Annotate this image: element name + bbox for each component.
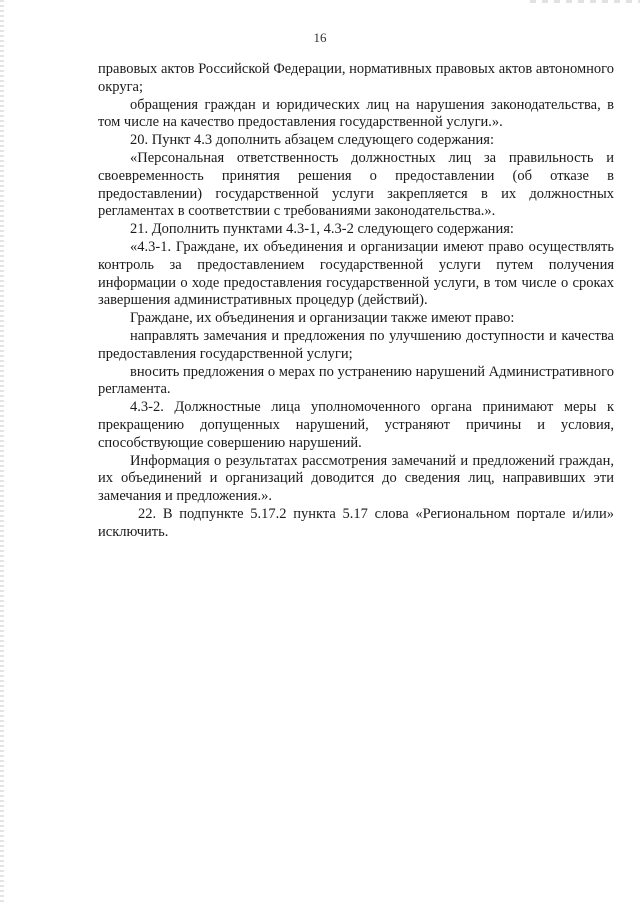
scan-edge-top: [530, 0, 640, 3]
paragraph-9: вносить предложения о мерах по устранению нарушений Административного регламента.: [98, 363, 614, 398]
paragraph-12: 22. В подпункте 5.17.2 пункта 5.17 слова «Региональном портале и/или» исключить.: [98, 505, 614, 540]
paragraph-10: 4.3-2. Должностные лица уполномоченного органа принимают меры к прекращению допущенных нарушений, устраняют причины и условия, способствующие совершению нарушений.: [98, 399, 614, 451]
scan-edge-left: [0, 0, 4, 905]
paragraph-11: Информация о результатах рассмотрения замечаний и предложений граждан, их объединений и организаций доводится до сведения лиц, направивших эти замечания и предложения.».: [98, 452, 614, 505]
page-number: 16: [313, 30, 327, 45]
paragraph-8: направлять замечания и предложения по улучшению доступности и качества предоставления государственной услуги;: [98, 327, 614, 362]
paragraph-1: правовых актов Российской Федерации, нормативных правовых актов автономного округа;: [98, 61, 614, 95]
paragraph-2: обращения граждан и юридических лиц на нарушения законодательства, в том числе на качество предоставления государственной услуги.».: [98, 96, 614, 131]
paragraph-6: «4.3-1. Граждане, их объединения и организации имеют право осуществлять контроль за предоставлением государственной услуги путем получения информации о ходе предоставления государственной услуги, в том числе о сроках завершения административных процедур (действий).: [98, 238, 614, 309]
paragraph-4: «Персональная ответственность должностных лиц за правильность и своевременность принятия решения о предоставлении (об отказе в предоставлении) государственной услуги закрепляется в их должностных регламентах в соответствии с требованиями законодательства.».: [98, 149, 614, 220]
paragraph-7: Граждане, их объединения и организации также имеют право:: [130, 310, 515, 327]
paragraph-5: 21. Дополнить пунктами 4.3-1, 4.3-2 следующего содержания:: [130, 221, 514, 238]
paragraph-3: 20. Пункт 4.3 дополнить абзацем следующего содержания:: [130, 132, 494, 149]
document-body: [98, 61, 614, 542]
